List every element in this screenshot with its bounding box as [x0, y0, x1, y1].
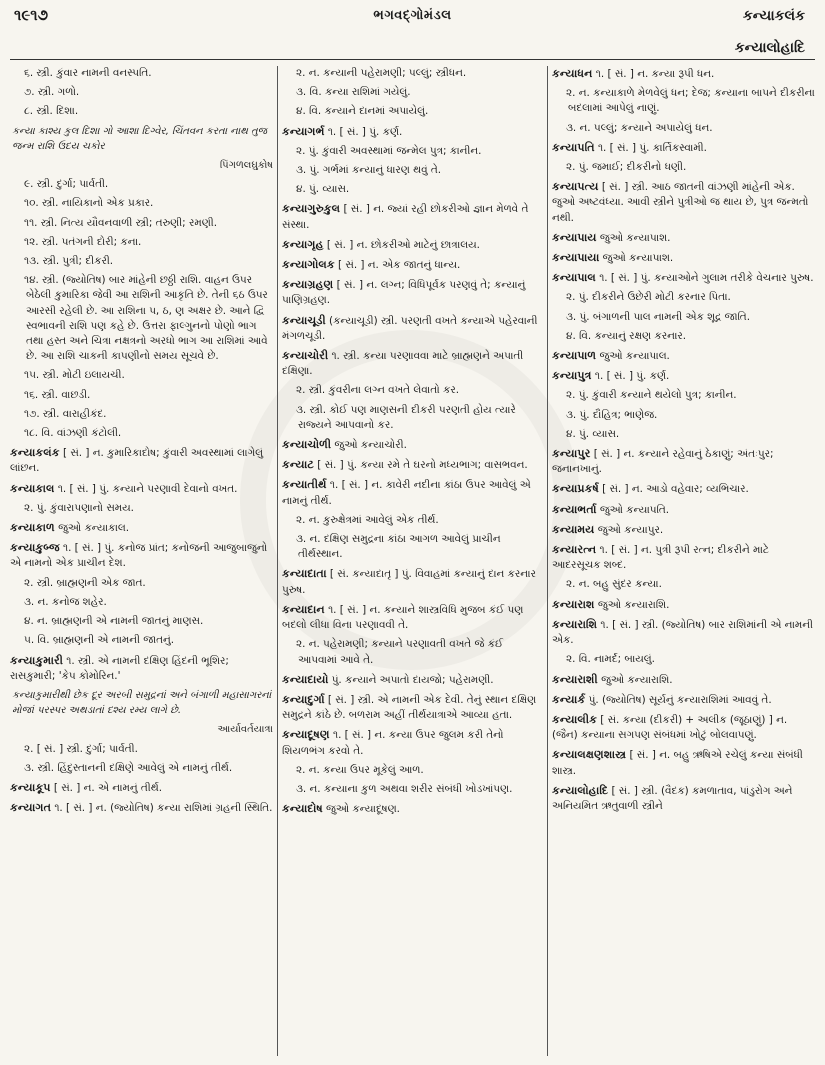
definition-text: ૧૪. સ્ત્રી. (જ્યોતિષ) બાર માંહેની છઠ્ઠી રાશિ. વાહન ઉપર બેઠેલી કુમારિકા જેવી આ રાશિની આકૃતિ છે. તેની ૬ઠ ઉપર આરસી રહેલી છે. આ રાશિના પ, ઠ, ણ અક્ષર છે. આને દ્વિ સ્વભાવની રાશિ પણ કહે છે. ઉત્તરા ફાલ્ગુનનો પોણો ભાગ તથા હસ્ત અને ચિત્રા નક્ષત્રનો અરધો ભાગ આ રાશિમાં આવે છે. આ રાશિ ચાકની કાપણીનો સમય સૂચવે છે. [24, 274, 268, 363]
dictionary-entry [282, 477, 543, 508]
definition-text: [ સં. ] ન. લગ્ન; વિધિપૂર્વક પરણવું તે; કન્યાનું પાણિગ્રહણ. [282, 279, 526, 307]
column-3 [552, 66, 815, 1058]
dictionary-entry [552, 747, 815, 778]
definition-text: જુઓ કન્યાકાલ. [58, 522, 130, 535]
dictionary-entry [282, 602, 543, 633]
headword: કન્યાકૂપ [10, 780, 51, 794]
definition-text: ૧. [ સં. ] પું. કર્ણ. [327, 125, 403, 138]
citation-source [10, 722, 273, 737]
entry-sense [10, 576, 273, 591]
headword: કન્યાર્ક [552, 692, 586, 706]
headword: કન્યાગત [10, 801, 51, 815]
headword: કન્યાકાળ [10, 521, 55, 535]
definition-text: ૩. સ્ત્રી. હિંદુસ્તાનની દક્ષિણે આવેલું એ નામનું તીર્થ. [24, 761, 233, 774]
dictionary-entry [552, 597, 815, 613]
definition-text: પું. (જ્યોતિષ) સૂર્યનું કન્યારાશિમાં આવવું તે. [588, 693, 772, 706]
definition-text: ૧૭. સ્ત્રી. વારાહીકંદ. [24, 407, 107, 420]
entry-sense [10, 254, 273, 269]
definition-text: ૧૧. સ્ત્રી. નિત્ય યૌવનવાળી સ્ત્રી; તરુણી; રમણી. [24, 216, 218, 229]
definition-text: ૨. ન. કન્યાકાળે મેળવેલું ધન; દેજ; કન્યાના બાપને દીકરીના બદલામાં આપેલું નાણું. [566, 87, 815, 115]
entry-sense [10, 742, 273, 757]
entry-sense [10, 614, 273, 629]
definition-text: ૧. [ સં. ] ન. કન્યા રૂપી ધન. [595, 68, 715, 80]
headword: કન્યાદૂષણ [282, 728, 330, 742]
definition-text: ૨. સ્ત્રી. બ્રાહ્મણની એક જાત. [24, 576, 146, 589]
headword: કન્યાતીર્થ [282, 478, 327, 492]
definition-text: ૬. સ્ત્રી. કુંવાર નામની વનસ્પતિ. [24, 67, 152, 79]
dictionary-entry [552, 348, 815, 364]
definition-text: ૩. પું. દૌહિત્ર; ભાણેજ. [566, 408, 658, 421]
definition-text: ૧૬. સ્ત્રી. વાછડી. [24, 388, 91, 401]
definition-text: ૨. પું. કુંવારી કન્યાને થયેલો પુત્ર; કાનીન. [566, 389, 737, 402]
guide-word-first: કન્યાકલંક [742, 8, 805, 24]
dictionary-entry [282, 277, 543, 308]
definition-text: ૯. સ્ત્રી. દુર્ગા; પાર્વતી. [24, 178, 109, 191]
entry-sense [552, 329, 815, 344]
dictionary-entry [282, 201, 543, 232]
definition-text: ૧. [ સં. ] સ્ત્રી. (જ્યોતિષ) બાર રાશિમાંની એ નામની એક. [552, 618, 813, 647]
headword: કન્યાપાલ [552, 271, 596, 285]
entry-sense [282, 144, 543, 159]
entry-sense [552, 160, 815, 175]
headword: કન્યાગૃહ [282, 237, 324, 251]
headword: કન્યાગર્ભ [282, 124, 325, 138]
dictionary-entry [282, 727, 543, 758]
definition-text: ૪. પું. વ્યાસ. [296, 183, 350, 196]
dictionary-entry [282, 692, 543, 723]
definition-text: ૨. ન. બહુ સુંદર કન્યા. [566, 578, 662, 591]
definition-text: ૮. સ્ત્રી. દિશા. [24, 105, 79, 118]
dictionary-entry [10, 520, 273, 536]
dictionary-entry [552, 542, 815, 573]
entry-sense [10, 104, 273, 119]
entry-sense [282, 403, 543, 433]
entry-sense [282, 163, 543, 178]
definition-text: ૩. પું. ગર્ભમાં કન્યાનું ધારણ થવું તે. [296, 164, 442, 177]
definition-text: ૨. પું. દીકરીને ઉછેરી મોટી કરનાર પિતા. [566, 291, 731, 304]
definition-text: ૪. પું. વ્યાસ. [566, 427, 620, 440]
headword: કન્યાલીક [552, 712, 597, 726]
headword: કન્યાચોળી [282, 438, 332, 452]
definition-text: ૧૦. સ્ત્રી. નાયિકાનો એક પ્રકાર. [24, 197, 154, 210]
column-divider [547, 66, 548, 1056]
citation-quote [10, 124, 273, 154]
column-2 [282, 66, 543, 1058]
definition-text: જુઓ કન્યાપતિ. [599, 503, 670, 516]
headword: કન્યાપતિ [552, 140, 595, 154]
dictionary-entry [10, 800, 273, 816]
definition-text: ૧. [ સં. ] પું. કર્ણ. [594, 370, 670, 383]
definition-text: ૧૫. સ્ત્રી. મોટી ઇલાયચી. [24, 369, 125, 382]
headword: કન્યાભર્તા [552, 502, 597, 516]
definition-text: ૧. સ્ત્રી. એ નામની દક્ષિણ હિંદની ભૂશિર; રાસકુમારી; 'કેપ કોમોરિન.' [10, 654, 229, 682]
dictionary-entry [10, 481, 273, 497]
definition-text: [ સં. ] ન. જ્યાં રહી છોકરીઓ જ્ઞાન મેળવે તે સંસ્થા. [282, 203, 529, 231]
entry-sense [282, 66, 543, 81]
source-text: પિંગળલઘુકોષ [219, 160, 273, 172]
entry-sense [10, 426, 273, 441]
definition-text: જુઓ કન્યાપાલ. [599, 350, 670, 363]
definition-text: ૧. [ સં. ] ન. (જ્યોતિષ) કન્યા રાશિમાં ગ્રહની સ્થિતિ. [54, 802, 273, 815]
entry-sense [282, 532, 543, 562]
dictionary-entry [552, 250, 815, 266]
headword: કન્યાચોરી [282, 349, 329, 363]
definition-text: ૩. સ્ત્રી. કોઈ પણ માણસની દીકરી પરણતી હોય ત્યારે રાજ્યને આપવાનો કર. [296, 403, 516, 431]
dictionary-entry [10, 445, 273, 476]
definition-text: [ સં. ] સ્ત્રી. (વૈદક) કમળાતાવ, પાંડુરોગ અને અનિયમિત ઋતુવાળી સ્ત્રીને [552, 784, 793, 812]
page-number: ૧૯૧૭ [14, 6, 49, 24]
definition-text: ૫. વિ. બ્રાહ્મણની એ નામની જાતનું. [24, 634, 175, 647]
entry-sense [282, 763, 543, 778]
definition-text: ૨. પું. જમાઈ; દીકરીનો ધણી. [566, 161, 687, 174]
definition-text: [ સં. ] ન. કન્યાને રહેવાનું ઠેકાણું; અંતઃપુર; જનાનખાનું. [552, 448, 774, 476]
headword: કન્યાચૂડી [282, 313, 326, 327]
dictionary-entry [552, 692, 815, 708]
dictionary-entry [552, 712, 815, 743]
entry-sense [552, 427, 815, 442]
definition-text: જુઓ કન્યાદૂષણ. [326, 803, 400, 816]
entry-sense [10, 633, 273, 648]
entry-sense [552, 577, 815, 592]
dictionary-entry [282, 257, 543, 273]
definition-text: [ સં. ] સ્ત્રી. એ નામની એક દેવી. તેનું સ્થાન દક્ષિણ સમુદ્રને કાંઠે છે. બળરામ અહીં તીર્થયાત્રાએ આવ્યા હતા. [282, 693, 537, 722]
entry-sense [282, 182, 543, 197]
dictionary-entry [552, 522, 815, 538]
headword: કન્યાગ્રહણ [282, 278, 334, 292]
book-title: ભગવદ્ગોમંડલ [373, 8, 452, 23]
definition-text: ૧. [ સં. ] પું. કનોજ પ્રાંત; કનોજની આજુબાજુનો એ નામનો એક પ્રાચીન દેશ. [10, 542, 268, 570]
guide-word-last: કન્યાલોહાદિ [734, 40, 805, 56]
definition-text: ૧. સ્ત્રી. કન્યા પરણાવવા માટે બ્રાહ્મણને અપાતી દક્ષિણા. [282, 350, 524, 378]
headword: કન્યાલક્ષણશાસ્ત્ર [552, 748, 627, 762]
definition-text: જુઓ કન્યારાશિ. [597, 598, 670, 611]
entry-sense [10, 388, 273, 403]
entry-sense [552, 408, 815, 423]
dictionary-entry [282, 672, 543, 688]
definition-text: ૩. પું. બંગાળની પાલ નામની એક શૂદ્ર જાતિ. [566, 310, 750, 323]
entry-sense [282, 383, 543, 398]
definition-text: ૧૮. વિ. વાંઝણી કંટોલી. [24, 427, 122, 440]
definition-text: ૧. [ સં. ] પું. કાર્તિકસ્વામી. [597, 141, 707, 154]
header-rule [10, 59, 815, 60]
headword: કન્યાપાય [552, 230, 597, 244]
definition-text: પું. કન્યાને અપાતો દાયજો; પહેરામણી. [331, 673, 494, 686]
definition-text: [ સં. કન્યા (દીકરી) + અલીક (જૂઠાણું) ] ન. (જૈન) કન્યાના સગપણ સંબંધમાં ખોટું બોલવાપણું. [552, 713, 788, 742]
headword: કન્યાદાન [282, 602, 325, 616]
dictionary-entry [552, 230, 815, 246]
dictionary-entry [282, 801, 543, 817]
definition-text: ૨. પું. કુંવારાપણાનો સમય. [24, 501, 134, 514]
definition-text: જુઓ કન્યાપાશ. [602, 252, 674, 265]
column-1 [10, 66, 273, 1058]
definition-text: ૨. ન. કન્યાની પહેરામણી; પલ્લું; સ્ત્રીધન. [296, 67, 467, 79]
headword: કન્યાપત્ય [552, 180, 599, 194]
entry-sense [10, 368, 273, 383]
headword: કન્યાકલંક [10, 446, 60, 460]
headword: કન્યાધન [552, 67, 593, 80]
dictionary-entry [282, 348, 543, 379]
dictionary-entry [282, 237, 543, 253]
definition-text: ૨. વિ. નામર્દ; બાયલું. [566, 653, 655, 666]
definition-text: ૨. સ્ત્રી. કુંવરીના લગ્ન વખતે લેવાતો કર. [296, 384, 460, 397]
headword: કન્યાપુર [552, 447, 591, 461]
citation-source [10, 158, 273, 173]
headword: કન્યાકુમારી [10, 653, 63, 667]
headword: કન્યાપાયા [552, 251, 600, 265]
definition-text: [ સં. ] ન. આડો વહેવાર; વ્યભિચાર. [602, 483, 749, 496]
definition-text: ૩. ન. દક્ષિણ સમુદ્રના કાંઠા આગળ આવેલું પ્રાચીન તીર્થસ્થાન. [296, 533, 501, 561]
entry-sense [552, 310, 815, 325]
dictionary-entry [552, 66, 815, 82]
headword: કન્યાપુત્ર [552, 369, 592, 383]
dictionary-entry [552, 368, 815, 384]
headword: કન્યાલોહાદિ [552, 783, 609, 797]
definition-text: [ સં. ] સ્ત્રી. આઠ જાતની વાંઝણી માંહેની એક. જુઓ અષ્ટવંધ્યા. આવી સ્ત્રીને પુત્રીઓ જ થાય છે, પુત્ર જન્મતો નથી. [552, 181, 809, 224]
definition-text: ૩. વિ. કન્યા રાશિમાં ગયેલું. [296, 86, 411, 99]
definition-text: ૧૨. સ્ત્રી. પતંગની દોરી; કના. [24, 235, 142, 248]
definition-text: ૨. ન. કન્યા ઉપર મૂકેલું આળ. [296, 763, 424, 776]
dictionary-entry [552, 481, 815, 497]
entry-sense [552, 290, 815, 305]
headword: કન્યાટ [282, 458, 314, 472]
definition-text: જુઓ કન્યારાશિ. [601, 673, 673, 686]
definition-text: જુઓ કન્યાપાશ. [599, 231, 671, 244]
definition-text: ૪. વિ. કન્યાનું રક્ષણ કરનાર. [566, 329, 687, 342]
headword: કન્યારાશી [552, 672, 598, 686]
definition-text: [ સં. ] પું. કન્યા રમે તે ઘરનો મધ્યભાગ; વાસભવન. [317, 459, 528, 472]
definition-text: ૩. ન. કન્યાના કુળ અથવા શરીર સંબંધી ખોડખાંપણ. [296, 782, 513, 795]
definition-text: ૨. પું. કુંવારી અવસ્થામાં જન્મેલ પુત્ર; કાનીન. [296, 144, 482, 157]
entry-sense [10, 761, 273, 776]
entry-sense [10, 85, 273, 100]
definition-text: ૭. સ્ત્રી. ગળો. [24, 86, 80, 99]
definition-text: જુઓ કન્યાપુર. [597, 523, 664, 536]
dictionary-entry [282, 457, 543, 473]
definition-text: [ સં. કન્યાદાતૃ ] પું. વિવાહમાં કન્યાનું દાન કરનાર પુરુષ. [282, 568, 536, 596]
definition-text: ૨. ન. કુરુક્ષેત્રમાં આવેલું એક તીર્થ. [296, 513, 439, 526]
definition-text: ૩. ન. પલ્લું; કન્યાને અપાયેલું ધન. [566, 121, 713, 134]
definition-text: [ સં. ] ન. બહુ ઋષિએ રચેલું કન્યા સંબંધી શાસ્ત્ર. [552, 749, 803, 777]
headword: કન્યારત્ન [552, 543, 597, 557]
dictionary-entry [10, 540, 273, 571]
headword: કન્યાકુબ્જ [10, 541, 60, 555]
quote-text: કન્યા કાશ્ય કુલ દિશા ગો આશા દિગ્વેર, ચિંતવન કરતા નાથ તુજ જન્મ રાશિ ઉદય ચકોર [12, 125, 268, 152]
definition-text: ૧. [ સં. ] ન. કન્યા ઉપર જુલમ કરી તેનો શિયળભંગ કરવો તે. [282, 729, 504, 757]
definition-text: ૧. [ સં. ] ન. કાવેરી નદીના કાંઠા ઉપર આવેલું એ નામનું તીર્થ. [282, 479, 531, 507]
definition-text: [ સં. ] ન. છોકરીઓ માટેનું છાત્રાલય. [326, 238, 480, 251]
definition-text: ૨. [ સં. ] સ્ત્રી. દુર્ગા; પાર્વતી. [24, 742, 138, 755]
dictionary-entry [552, 672, 815, 688]
headword: કન્યાગોલક [282, 258, 335, 272]
dictionary-entry [10, 780, 273, 796]
dictionary-entry [552, 502, 815, 518]
entry-sense [552, 652, 815, 667]
headword: કન્યારાશ [552, 597, 595, 611]
definition-text: ૩. ન. કનોજ શહેર. [24, 595, 107, 608]
dictionary-entry [282, 124, 543, 140]
entry-sense [282, 513, 543, 528]
definition-text: ૧. [ સં. ] ન. પુત્રી રૂપી રત્ન; દીકરીને માટે આદરસૂચક શબ્દ. [552, 544, 769, 572]
definition-text: ૧. [ સં. ] પું. કન્યાઓને ગુલામ તરીકે વેચનાર પુરુષ. [599, 272, 814, 285]
definition-text: ૪. વિ. કન્યાને દાનમાં અપાયેલું. [296, 105, 429, 118]
entry-sense [282, 85, 543, 100]
headword: કન્યાપાળ [552, 349, 597, 363]
source-text: આર્યાવર્તયાત્રા [217, 724, 273, 736]
definition-text: [ સં. ] ન. કુમારિકાદોષ; કુંવારી અવસ્થામાં લાગેલું લાંછન. [10, 447, 264, 475]
entry-sense [10, 501, 273, 516]
definition-text: ૧. [ સં. ] પું. કન્યાને પરણાવી દેવાનો વખત. [57, 482, 238, 495]
entry-sense [282, 637, 543, 667]
definition-text: જુઓ કન્યાચોરી. [334, 439, 407, 452]
headword: કન્યામય [552, 522, 595, 536]
definition-text: ૧. [ સં. ] ન. કન્યાને શાસ્ત્રવિધિ મુજબ કંઈ પણ બદલો લીધા વિના પરણાવવી તે. [282, 603, 524, 632]
page-header [0, 0, 825, 62]
column-divider [277, 66, 278, 1056]
quote-text: કન્યાકુમારીથી છેક દૂર અરબી સમુદ્રનાં અને બંગાળી મહાસાગરનાં મોજાં પરસ્પર અથડાતાં દશ્ય રમ્ય લાગે છે. [12, 689, 272, 717]
entry-sense [10, 235, 273, 250]
entry-sense [10, 595, 273, 610]
entry-sense [282, 782, 543, 797]
headword: કન્યાપ્રકર્ષ [552, 482, 599, 496]
dictionary-entry [282, 313, 543, 344]
headword: કન્યાદાતા [282, 567, 327, 581]
dictionary-entry [10, 653, 273, 684]
entry-sense [10, 177, 273, 192]
entry-sense [552, 86, 815, 116]
headword: કન્યારાશિ [552, 617, 598, 631]
definition-text: (કન્યાચૂડી) સ્ત્રી. પરણતી વખતે કન્યાએ પહેરવાની મંગળચૂડી. [282, 314, 538, 342]
definition-text: ૨. ન. પહેરામણી; કન્યાને પરણાવતી વખતે જે કંઈ આપવામાં આવે તે. [296, 638, 503, 666]
definition-text: ૪. ન. બ્રાહ્મણની એ નામની જાતનું માણસ. [24, 615, 204, 628]
dictionary-entry [552, 270, 815, 286]
entry-sense [10, 273, 273, 364]
entry-sense [10, 196, 273, 211]
dictionary-entry [552, 617, 815, 648]
entry-sense [10, 216, 273, 231]
dictionary-entry [552, 446, 815, 477]
dictionary-entry [552, 783, 815, 814]
headword: કન્યાદોષ [282, 802, 323, 816]
headword: કન્યાદુર્ગા [282, 692, 325, 706]
entry-sense [10, 66, 273, 81]
definition-text: [ સં. ] ન. એ નામનું તીર્થ. [53, 781, 163, 794]
definition-text: [ સં. ] ન. એક જાતનું ધાન્ય. [338, 259, 461, 272]
entry-sense [552, 388, 815, 403]
definition-text: ૧૩. સ્ત્રી. પુત્રી; દીકરી. [24, 255, 114, 268]
dictionary-entry [552, 140, 815, 156]
entry-sense [10, 407, 273, 422]
dictionary-entry [282, 566, 543, 597]
dictionary-entry [552, 179, 815, 226]
headword: કન્યાગુરુકુલ [282, 202, 341, 216]
headword: કન્યાકાલ [10, 481, 55, 495]
headword: કન્યાદાયો [282, 672, 329, 686]
entry-sense [282, 104, 543, 119]
citation-quote [10, 688, 273, 718]
entry-sense [552, 121, 815, 136]
dictionary-entry [282, 437, 543, 453]
